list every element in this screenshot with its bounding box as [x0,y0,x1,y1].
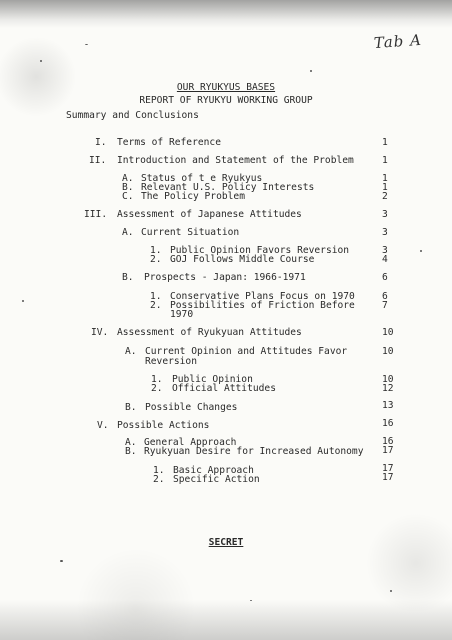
toc-number: 1. [150,245,162,256]
toc-page-number: 10 [382,346,394,357]
toc-entry-label: Public Opinion [172,374,253,385]
toc-entry-label: Assessment of Japanese Attitudes [117,209,302,220]
scan-speck [22,300,24,302]
toc-number: A. [125,346,137,357]
toc-page-number: 2 [382,191,388,202]
toc-page-number: 16 [382,436,394,447]
toc-entry-label: Status of t e Ryukyus [141,173,263,184]
toc-entry-label: Specific Action [173,474,260,485]
toc-entry-label: Possibilities of Friction Before [170,300,355,311]
toc-number: A. [125,437,137,448]
toc-number: 2. [150,300,162,311]
toc-number: III. [84,209,108,220]
toc-page-number: 1 [382,155,388,166]
toc-entry-label: Prospects - Japan: 1966-1971 [144,272,306,283]
handwritten-note: Tab A [373,30,423,53]
scan-speck [250,600,252,601]
scan-shadow-top [0,0,452,28]
toc-entry-label: Official Attitudes [172,383,276,394]
document-subtitle: REPORT OF RYUKYU WORKING GROUP [139,95,313,106]
toc-number: B. [122,272,134,283]
toc-number: V. [97,420,109,431]
toc-entry-label: Current Opinion and Attitudes Favor [145,346,348,357]
toc-number: 1. [151,374,163,385]
toc-entry-label-continued: 1970 [170,309,194,320]
toc-page-number: 6 [382,291,388,302]
toc-number: 1. [150,291,162,302]
toc-page-number: 3 [382,245,388,256]
toc-page-number: 12 [382,383,394,394]
toc-entry-label: Relevant U.S. Policy Interests [141,182,315,193]
toc-number: 2. [151,383,163,394]
toc-page-number: 13 [382,400,394,411]
toc-entry-label: Ryukyuan Desire for Increased Autonomy [144,446,364,457]
toc-page-number: 6 [382,272,388,283]
toc-entry-label: Conservative Plans Focus on 1970 [170,291,355,302]
toc-page-number: 1 [382,137,388,148]
toc-entry-label: General Approach [144,437,237,448]
toc-entry-label: Current Situation [141,227,240,238]
toc-number: A. [122,227,134,238]
scan-speck [85,44,88,45]
scan-speck [40,60,42,62]
toc-entry-label: Introduction and Statement of the Problem [117,155,354,166]
toc-entry-label: Basic Approach [173,465,254,476]
toc-page-number: 1 [382,173,388,184]
classification-marking: SECRET [208,537,244,548]
toc-page-number: 10 [382,374,394,385]
toc-page-number: 7 [382,300,388,311]
toc-entry-label: The Policy Problem [141,191,245,202]
scan-speck [420,250,422,252]
toc-number: 2. [153,474,165,485]
toc-entry-label-continued: Reversion [145,356,197,367]
toc-entry-label: Possible Actions [117,420,210,431]
scan-speck [60,560,63,562]
toc-number: A. [122,173,134,184]
toc-page-number: 10 [382,327,394,338]
toc-entry-label: Possible Changes [145,402,238,413]
toc-page-number: 17 [382,472,394,483]
document-title: OUR RYUKYUS BASES [176,82,276,93]
toc-page-number: 4 [382,254,388,265]
toc-number: C. [122,191,134,202]
toc-number: II. [89,155,107,166]
toc-page-number: 17 [382,445,394,456]
toc-entry-label: Public Opinion Favors Reversion [170,245,350,256]
toc-page-number: 3 [382,209,388,220]
toc-page-number: 1 [382,182,388,193]
summary-heading: Summary and Conclusions [66,110,199,121]
toc-page-number: 17 [382,463,394,474]
toc-page-number: 16 [382,418,394,429]
toc-entry-label: Assessment of Ryukyuan Attitudes [117,327,302,338]
toc-entry-label: Terms of Reference [117,137,221,148]
scan-speck [390,590,392,592]
toc-number: 2. [150,254,162,265]
scan-shadow-bottom [0,600,452,640]
toc-number: B. [122,182,134,193]
toc-page-number: 3 [382,227,388,238]
toc-number: 1. [153,465,165,476]
toc-number: I. [95,137,107,148]
toc-number: B. [125,402,137,413]
toc-entry-label: GOJ Follows Middle Course [170,254,315,265]
toc-number: B. [125,446,137,457]
scan-speck [310,70,312,72]
toc-number: IV. [91,327,109,338]
